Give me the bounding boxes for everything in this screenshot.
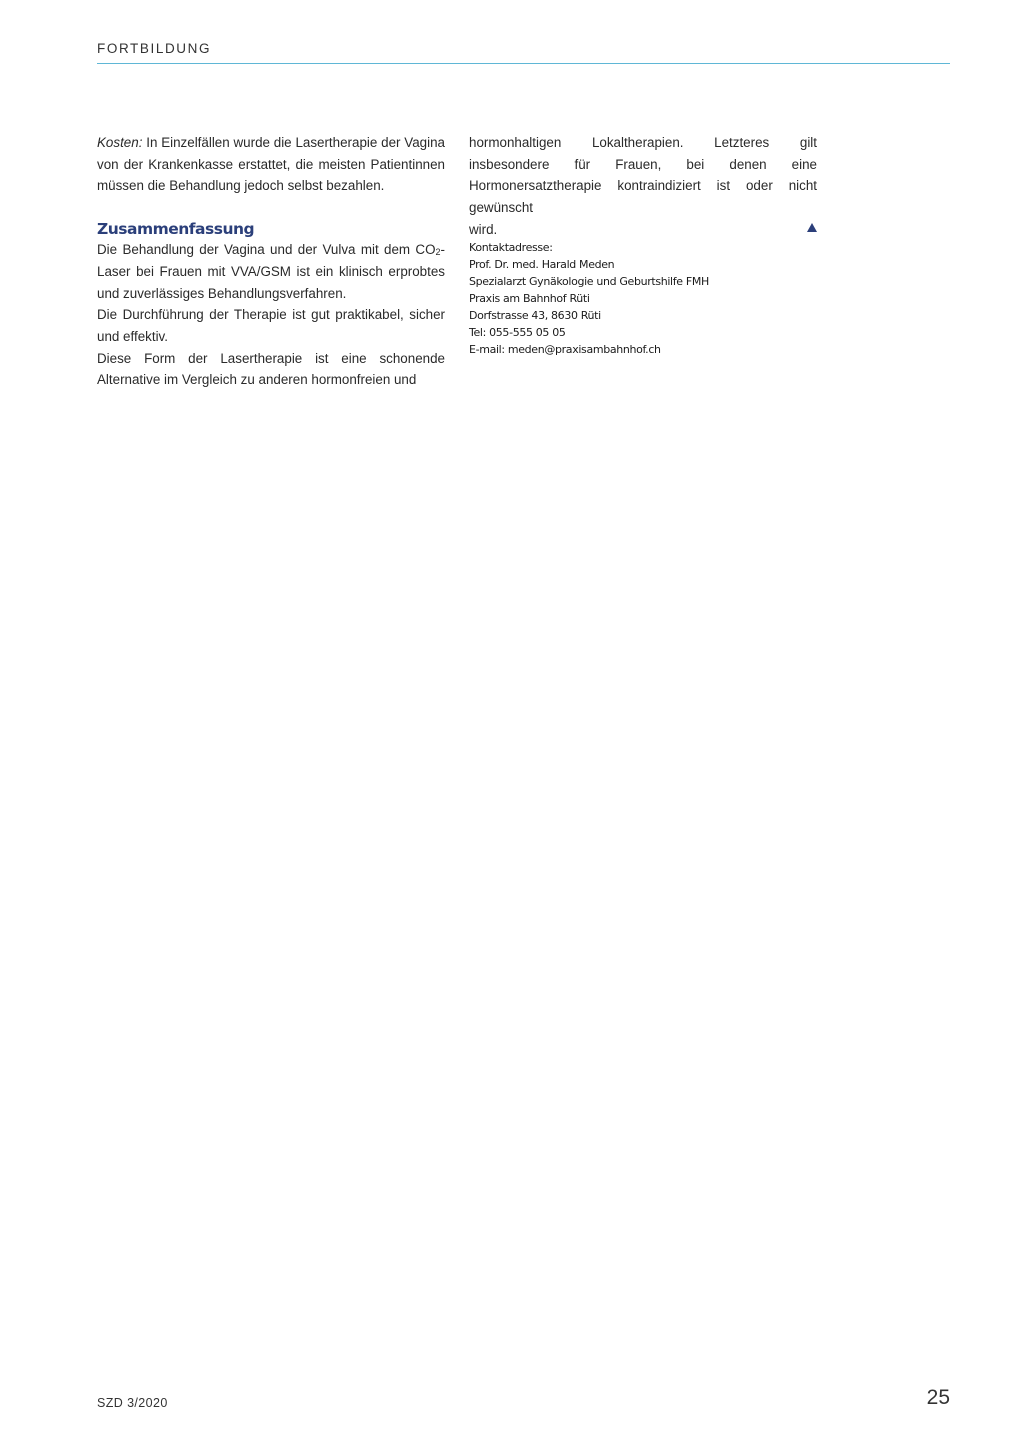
last-word: wird. [469, 221, 498, 237]
contact-label: Kontaktadresse: [469, 241, 553, 254]
costs-paragraph [97, 132, 445, 197]
left-column [97, 132, 445, 391]
right-column [469, 132, 817, 241]
article-end-row [469, 219, 817, 241]
section-label: FORTBILDUNG [97, 41, 212, 56]
co2-subscript: 2 [435, 247, 441, 258]
contact-email: E-mail: meden@praxisambahnhof.ch [469, 343, 661, 356]
summary-paragraph-1 [97, 239, 445, 304]
page-number: 25 [926, 1386, 950, 1409]
summary-p1-end: -Laser bei Frauen mit VVA/GSM ist ein klinisch erprobtes und zuverlässiges Behandlungsverfahren. [97, 242, 445, 301]
summary-paragraph-2: Die Durchführung der Therapie ist gut praktikabel, sicher und effektiv. [97, 307, 445, 344]
summary-p1-start: Die Behandlung der Vagina und der Vulva mit dem CO [97, 242, 436, 258]
header-rule [97, 63, 950, 64]
contact-phone: Tel: 055-555 05 05 [469, 326, 566, 339]
summary-paragraph-3: Diese Form der Lasertherapie ist eine schonende Alternative im Vergleich zu anderen hormonfreien und [97, 350, 445, 388]
contact-specialty: Spezialarzt Gynäkologie und Geburtshilfe FMH [469, 275, 709, 288]
summary-heading: Zusammenfassung [97, 220, 255, 239]
costs-text: In Einzelfällen wurde die Lasertherapie der Vagina von der Krankenkasse erstattet, die meisten Patientinnen müssen die Behandlung jedoch selbst bezahlen. [97, 135, 445, 194]
contact-address: Dorfstrasse 43, 8630 Rüti [469, 309, 601, 322]
continuation-paragraph: hormonhaltigen Lokaltherapien. Letzteres gilt insbesondere für Frauen, bei denen eine Hormonersatztherapie kontraindiziert ist oder nicht gewünscht [469, 135, 817, 216]
contact-practice: Praxis am Bahnhof Rüti [469, 292, 590, 305]
end-of-article-triangle-icon [807, 223, 817, 232]
contact-name: Prof. Dr. med. Harald Meden [469, 258, 615, 271]
costs-label: Kosten: [97, 135, 143, 150]
journal-issue: SZD 3/2020 [97, 1396, 168, 1410]
contact-block [469, 239, 829, 358]
